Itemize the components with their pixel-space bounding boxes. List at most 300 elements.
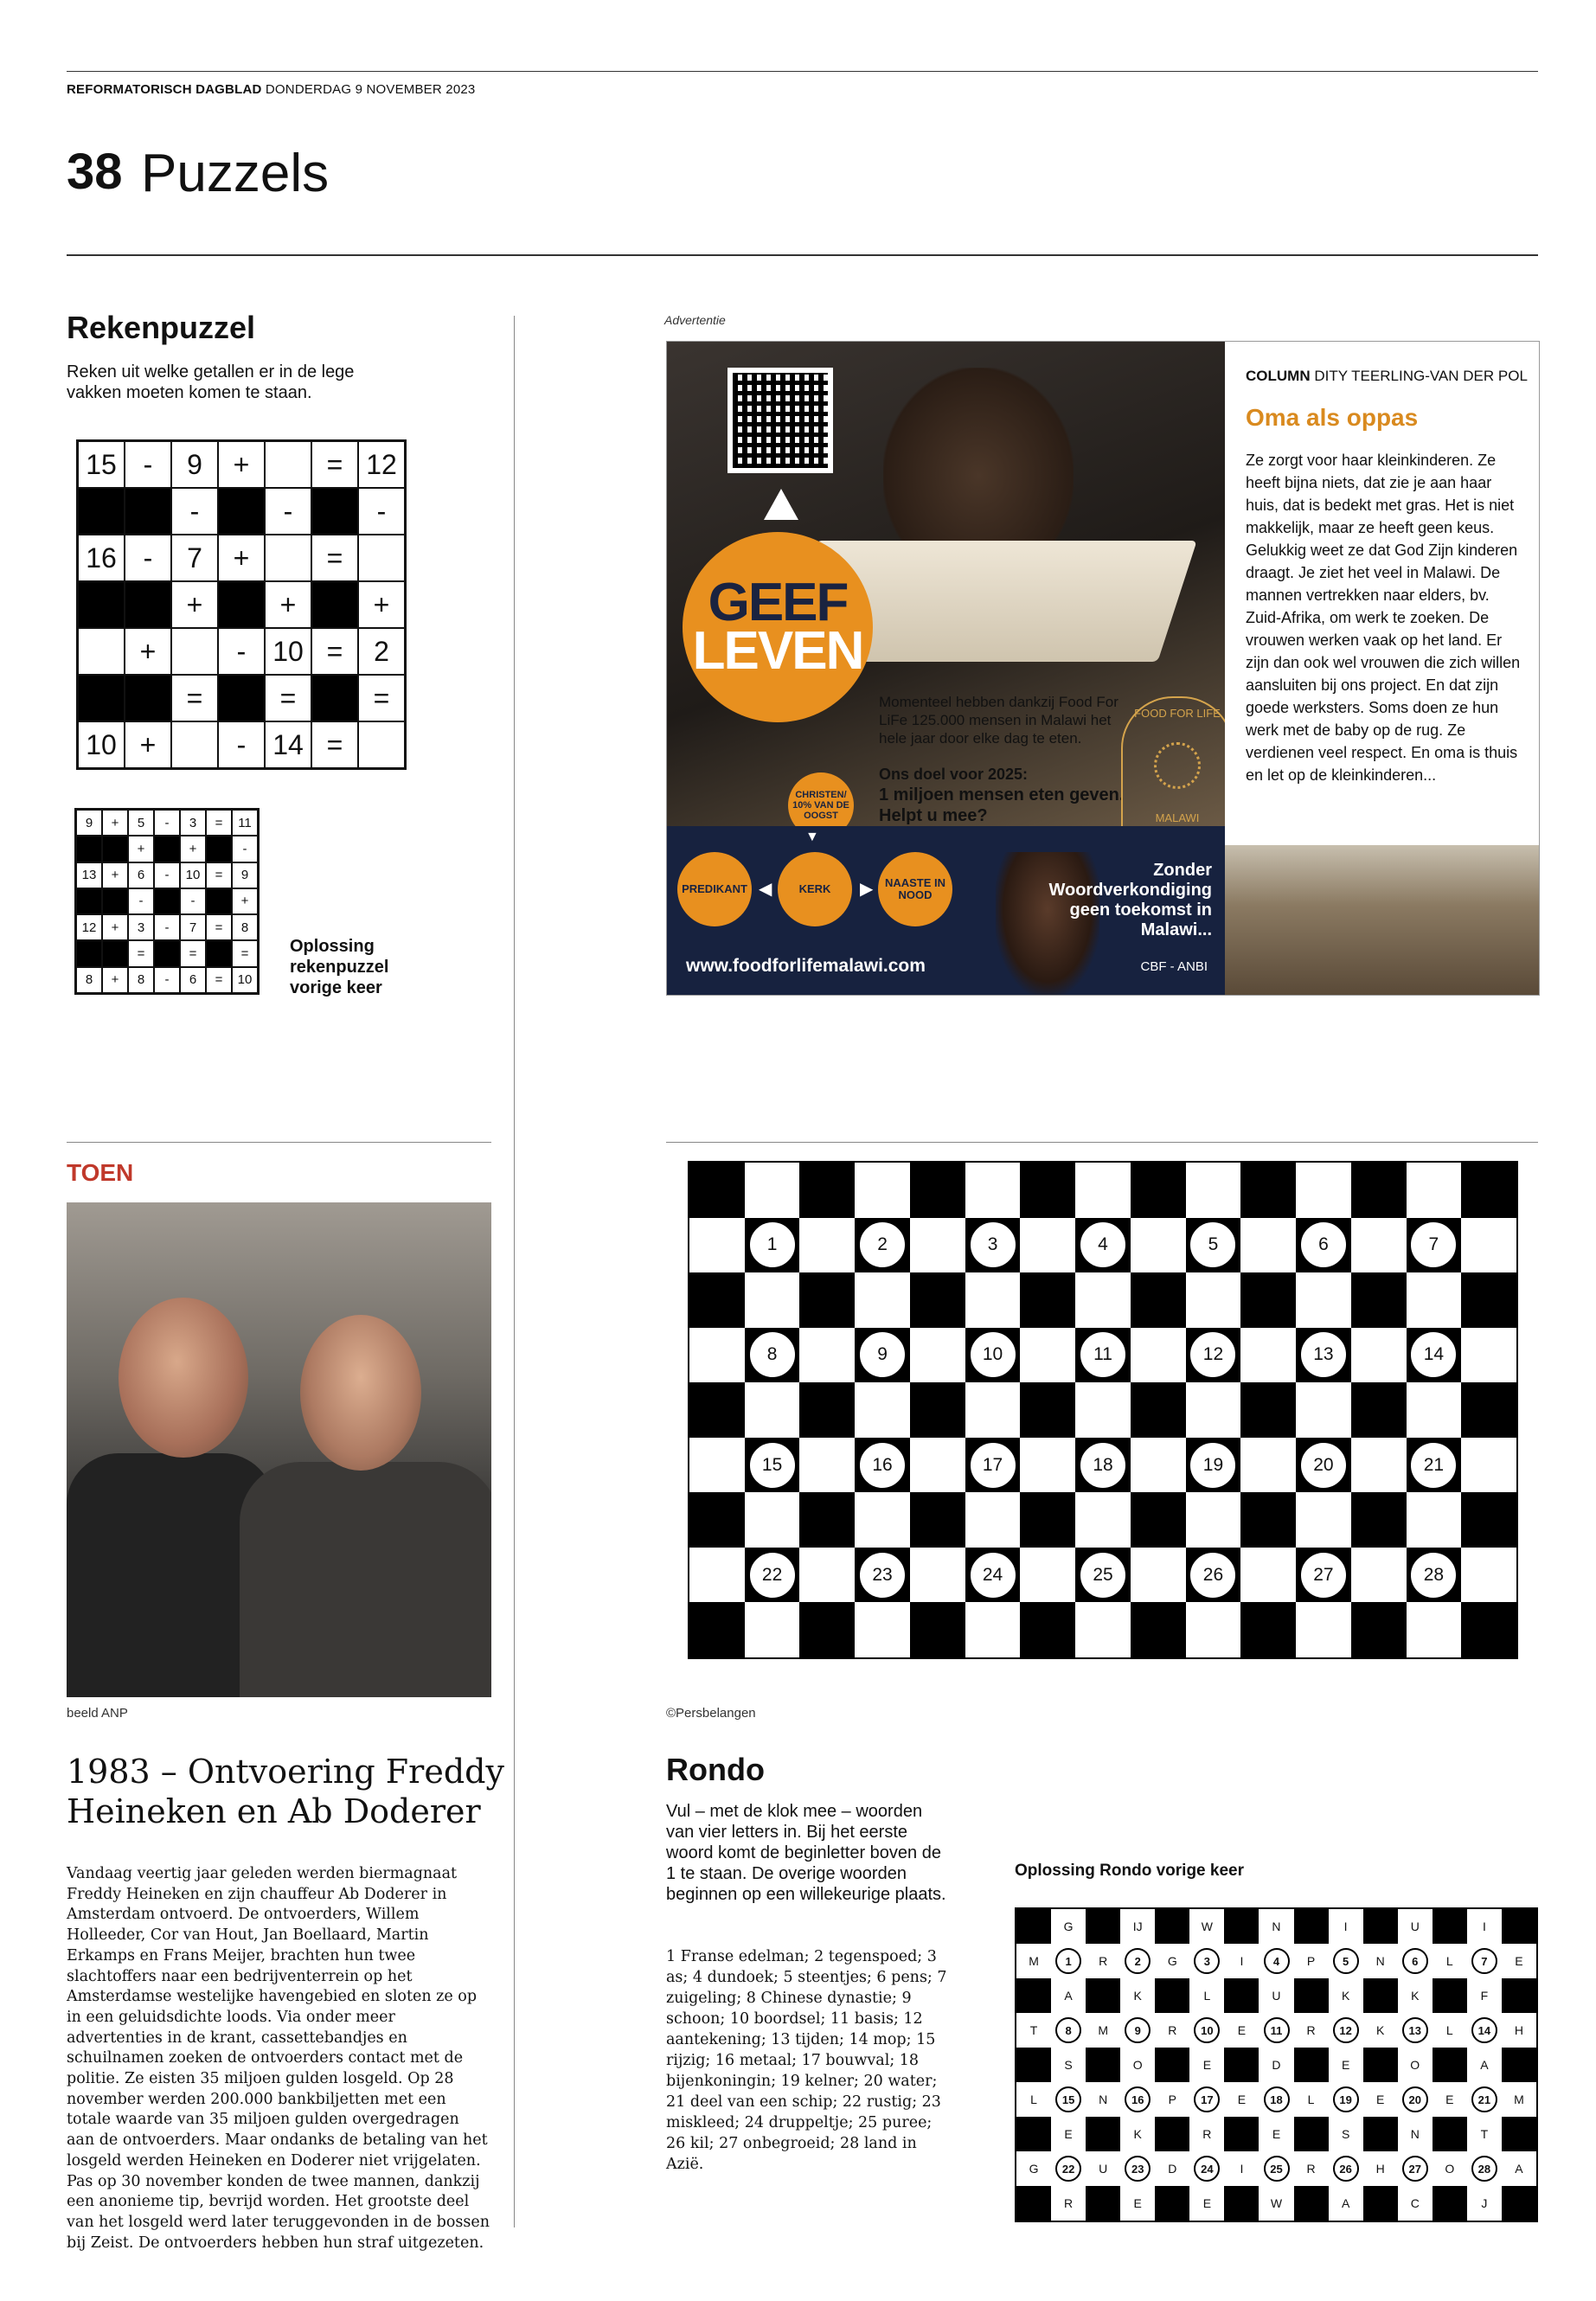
- letter-cell[interactable]: [1020, 1328, 1075, 1383]
- black-cell: [1363, 2048, 1398, 2082]
- rekenpuzzel-intro: Reken uit welke getallen er in de lege vakken moeten komen te staan.: [67, 362, 355, 402]
- letter-cell[interactable]: [689, 1328, 745, 1383]
- letter-cell[interactable]: [855, 1163, 910, 1218]
- letter-cell[interactable]: [1131, 1548, 1186, 1603]
- empty-cell[interactable]: [265, 535, 311, 581]
- black-cell: [1433, 2117, 1467, 2151]
- letter-cell: R: [1306, 2023, 1316, 2037]
- black-cell: [78, 488, 125, 535]
- grid-cell: 8: [128, 967, 154, 993]
- letter-cell[interactable]: [745, 1163, 800, 1218]
- letter-cell: N: [1272, 1920, 1281, 1933]
- black-cell: [1433, 1978, 1467, 2013]
- rondo-solution-number: 11: [1264, 2017, 1290, 2043]
- grid-cell: =: [232, 940, 258, 966]
- grid-cell: -: [232, 836, 258, 862]
- letter-cell[interactable]: [799, 1218, 855, 1273]
- grid-cell: +: [125, 628, 171, 675]
- column-divider: [514, 316, 515, 2227]
- rondo-number: 9: [858, 1330, 907, 1379]
- black-cell: [1131, 1272, 1186, 1328]
- letter-cell: U: [1410, 1920, 1420, 1933]
- letter-cell[interactable]: [689, 1438, 745, 1493]
- letter-cell[interactable]: [1351, 1218, 1407, 1273]
- letter-cell: K: [1133, 2127, 1142, 2141]
- grid-cell: +: [102, 914, 128, 940]
- black-cell: [154, 836, 180, 862]
- rekenpuzzel-title: Rekenpuzzel: [67, 310, 256, 345]
- rondo-number: 8: [748, 1330, 797, 1379]
- rondo-number: 3: [969, 1221, 1017, 1269]
- letter-cell: N: [1375, 1954, 1385, 1968]
- letter-cell: D: [1272, 2058, 1281, 2072]
- letter-cell[interactable]: [1020, 1218, 1075, 1273]
- black-cell: [1155, 2186, 1189, 2221]
- letter-cell[interactable]: [1075, 1163, 1131, 1218]
- letter-cell[interactable]: [1020, 1548, 1075, 1603]
- letter-cell[interactable]: [1075, 1382, 1131, 1438]
- rondo-solution-grid: [1015, 1907, 1538, 2222]
- rondo-solution-number: 9: [1125, 2017, 1151, 2043]
- letter-cell: U: [1272, 1989, 1281, 2003]
- letter-cell[interactable]: [1296, 1272, 1351, 1328]
- black-cell: [1502, 2048, 1536, 2082]
- rondo-solution-number: 3: [1194, 1948, 1220, 1974]
- letter-cell: E: [1341, 2058, 1350, 2072]
- rondo-number: 11: [1079, 1330, 1127, 1379]
- masthead: [67, 82, 475, 97]
- qr-code-icon[interactable]: [727, 368, 833, 473]
- grid-cell: 6: [128, 862, 154, 888]
- black-cell: [799, 1163, 855, 1218]
- rondo-solution-number: 18: [1264, 2086, 1290, 2112]
- black-cell: [1240, 1602, 1296, 1657]
- rondo-solution-number: 5: [1333, 1948, 1359, 1974]
- grid-cell: 12: [358, 441, 405, 488]
- black-cell: [1086, 1909, 1120, 1944]
- letter-cell: K: [1341, 1989, 1350, 2003]
- black-cell: [1433, 2048, 1467, 2082]
- header-rule: [67, 254, 1538, 256]
- black-cell: [311, 675, 358, 721]
- rondo-solution-label: Oplossing Rondo vorige keer: [1015, 1862, 1244, 1880]
- black-cell: [1155, 2048, 1189, 2082]
- black-cell: [1131, 1382, 1186, 1438]
- grid-cell: 9: [171, 441, 218, 488]
- letter-cell: L: [1030, 2093, 1037, 2106]
- grid-cell: -: [265, 488, 311, 535]
- letter-cell[interactable]: [745, 1602, 800, 1657]
- black-cell: [1502, 2117, 1536, 2151]
- letter-cell[interactable]: [965, 1272, 1021, 1328]
- rekenpuzzel-grid: [76, 439, 407, 770]
- grid-cell: -: [154, 967, 180, 993]
- letter-cell: R: [1099, 1954, 1108, 1968]
- letter-cell: L: [1445, 1954, 1453, 1968]
- letter-cell[interactable]: [965, 1492, 1021, 1548]
- letter-cell: S: [1064, 2058, 1073, 2072]
- black-cell: [125, 488, 171, 535]
- rekenpuzzel-solution-grid: [74, 808, 260, 995]
- black-cell: [76, 940, 102, 966]
- black-cell: [1502, 1909, 1536, 1944]
- black-cell: [154, 888, 180, 914]
- geef-leven-badge: [683, 532, 873, 722]
- grid-cell: +: [125, 721, 171, 768]
- letter-cell[interactable]: [1186, 1272, 1241, 1328]
- letter-cell[interactable]: [1351, 1548, 1407, 1603]
- letter-cell[interactable]: [1351, 1438, 1407, 1493]
- letter-cell[interactable]: [1296, 1163, 1351, 1218]
- christen-badge: CHRISTEN/ 10% VAN DE OOGST: [788, 772, 854, 838]
- black-cell: [125, 581, 171, 628]
- letter-cell: E: [1064, 2127, 1073, 2141]
- black-cell: [1351, 1163, 1407, 1218]
- rondo-number: 22: [748, 1551, 797, 1599]
- grid-cell: +: [265, 581, 311, 628]
- grid-cell: +: [102, 862, 128, 888]
- letter-cell[interactable]: [1407, 1492, 1462, 1548]
- grid-cell: 7: [180, 914, 206, 940]
- letter-cell[interactable]: [1075, 1272, 1131, 1328]
- letter-cell[interactable]: [1296, 1382, 1351, 1438]
- grid-cell: 9: [76, 810, 102, 836]
- letter-cell[interactable]: [745, 1272, 800, 1328]
- empty-cell[interactable]: [78, 628, 125, 675]
- letter-cell: O: [1132, 2058, 1143, 2072]
- letter-cell: E: [1272, 2127, 1281, 2141]
- black-cell: [1131, 1492, 1186, 1548]
- toen-label: TOEN: [67, 1159, 134, 1186]
- rondo-number: 24: [969, 1551, 1017, 1599]
- black-cell: [1020, 1602, 1075, 1657]
- grid-cell: -: [125, 535, 171, 581]
- letter-cell[interactable]: [1186, 1382, 1241, 1438]
- letter-cell[interactable]: [1075, 1602, 1131, 1657]
- letter-cell: E: [1376, 2093, 1385, 2106]
- grid-cell: =: [311, 628, 358, 675]
- rondo-number: 17: [969, 1441, 1017, 1490]
- rondo-solution-number: 25: [1264, 2156, 1290, 2182]
- letter-cell: E: [1202, 2058, 1212, 2072]
- letter-cell[interactable]: [965, 1163, 1021, 1218]
- letter-cell[interactable]: [910, 1218, 965, 1273]
- sun-icon: [1154, 742, 1201, 789]
- rondo-number: 14: [1409, 1330, 1458, 1379]
- letter-cell[interactable]: [745, 1382, 800, 1438]
- letter-cell: G: [1063, 1920, 1074, 1933]
- letter-cell: N: [1099, 2093, 1108, 2106]
- letter-cell[interactable]: [1186, 1602, 1241, 1657]
- empty-cell[interactable]: [171, 721, 218, 768]
- letter-cell[interactable]: [689, 1548, 745, 1603]
- letter-cell: R: [1202, 2127, 1212, 2141]
- black-cell: [1016, 1978, 1051, 2013]
- empty-cell[interactable]: [171, 628, 218, 675]
- rondo-solution-number: 20: [1402, 2086, 1428, 2112]
- letter-cell: A: [1341, 2196, 1350, 2210]
- letter-cell: W: [1201, 1920, 1213, 1933]
- grid-cell: =: [180, 940, 206, 966]
- letter-cell: K: [1411, 1989, 1420, 2003]
- rondo-solution-number: 17: [1194, 2086, 1220, 2112]
- black-cell: [1502, 2186, 1536, 2221]
- grid-cell: +: [128, 836, 154, 862]
- grid-cell: +: [218, 441, 265, 488]
- letter-cell: M: [1098, 2023, 1108, 2037]
- letter-cell[interactable]: [799, 1548, 855, 1603]
- grid-cell: 16: [78, 535, 125, 581]
- black-cell: [1294, 1978, 1329, 2013]
- black-cell: [1461, 1272, 1516, 1328]
- letter-cell[interactable]: [1296, 1602, 1351, 1657]
- rondo-number: 15: [748, 1441, 797, 1490]
- rondo-solution-number: 28: [1471, 2156, 1497, 2182]
- grid-cell: +: [232, 888, 258, 914]
- letter-cell[interactable]: [1407, 1382, 1462, 1438]
- toen-photo: [67, 1202, 491, 1697]
- letter-cell[interactable]: [1131, 1218, 1186, 1273]
- black-cell: [76, 836, 102, 862]
- advert-goal: Ons doel voor 2025: 1 miljoen mensen eten geven. Helpt u mee?: [879, 766, 1125, 825]
- masthead-date: DONDERDAG 9 NOVEMBER 2023: [265, 82, 476, 97]
- advert-url[interactable]: www.foodforlifemalawi.com: [686, 956, 926, 976]
- grid-cell: =: [358, 675, 405, 721]
- black-cell: [910, 1492, 965, 1548]
- letter-cell[interactable]: [745, 1492, 800, 1548]
- letter-cell[interactable]: [855, 1382, 910, 1438]
- grid-cell: =: [311, 535, 358, 581]
- letter-cell: G: [1167, 1954, 1177, 1968]
- rondo-solution-number: 27: [1402, 2156, 1428, 2182]
- black-cell: [102, 888, 128, 914]
- letter-cell: O: [1445, 2162, 1455, 2176]
- letter-cell[interactable]: [1461, 1328, 1516, 1383]
- rondo-number: 12: [1189, 1330, 1237, 1379]
- grid-cell: -: [218, 628, 265, 675]
- black-cell: [1020, 1272, 1075, 1328]
- rondo-solution-number: 10: [1194, 2017, 1220, 2043]
- rondo-number: 4: [1079, 1221, 1127, 1269]
- grid-cell: +: [180, 836, 206, 862]
- letter-cell[interactable]: [1240, 1218, 1296, 1273]
- letter-cell: W: [1270, 2196, 1283, 2210]
- rondo-clues: 1 Franse edelman; 2 tegenspoed; 3 as; 4 dundoek; 5 steentjes; 6 pens; 7 zuigeling; 8 Chinese dynastie; 9 schoon; 10 boordsel; 11 basis; 12 aantekening; 13 tijden; 14 mop; 15 rijzig; 16 metaal; 17 bouwval; 18 bijenkoningin; 19 kelner; 20 water; 21 deel van een schip; 22 rustig; 23 miskleed; 24 druppeltje; 25 puree; 26 kil; 27 onbegroeid; 28 land in Azië.: [666, 1948, 947, 2173]
- letter-cell: I: [1240, 2162, 1244, 2176]
- letter-cell[interactable]: [1240, 1438, 1296, 1493]
- letter-cell[interactable]: [799, 1328, 855, 1383]
- empty-cell[interactable]: [265, 441, 311, 488]
- grid-cell: =: [128, 940, 154, 966]
- food-for-life-logo: FOOD FOR LIFE MALAWI: [1121, 696, 1234, 835]
- grid-cell: 10: [180, 862, 206, 888]
- letter-cell: L: [1445, 2023, 1453, 2037]
- letter-cell: M: [1514, 2093, 1524, 2106]
- advertisement[interactable]: [666, 341, 1540, 996]
- black-cell: [689, 1272, 745, 1328]
- letter-cell[interactable]: [1186, 1163, 1241, 1218]
- black-cell: [1155, 1909, 1189, 1944]
- kerk-badge: KERK: [778, 852, 852, 926]
- letter-cell[interactable]: [910, 1438, 965, 1493]
- black-cell: [799, 1602, 855, 1657]
- grid-cell: -: [358, 488, 405, 535]
- black-cell: [1351, 1602, 1407, 1657]
- black-cell: [1461, 1602, 1516, 1657]
- rondo-number: 16: [858, 1441, 907, 1490]
- rondo-rule: [666, 1142, 1538, 1143]
- grid-cell: =: [311, 721, 358, 768]
- grid-cell: =: [206, 914, 232, 940]
- letter-cell: D: [1168, 2162, 1177, 2176]
- letter-cell[interactable]: [855, 1272, 910, 1328]
- advert-column: [1225, 342, 1538, 845]
- black-cell: [1351, 1272, 1407, 1328]
- letter-cell: A: [1515, 2162, 1523, 2176]
- black-cell: [1461, 1382, 1516, 1438]
- black-cell: [799, 1492, 855, 1548]
- letter-cell: E: [1202, 2196, 1212, 2210]
- black-cell: [102, 836, 128, 862]
- letter-cell: H: [1375, 2162, 1385, 2176]
- black-cell: [1016, 2186, 1051, 2221]
- advert-anbi: CBF - ANBI: [1140, 959, 1208, 974]
- letter-cell: I: [1343, 1920, 1348, 1933]
- letter-cell[interactable]: [965, 1382, 1021, 1438]
- letter-cell: J: [1481, 2196, 1488, 2210]
- black-cell: [1224, 2117, 1259, 2151]
- letter-cell[interactable]: [855, 1602, 910, 1657]
- letter-cell[interactable]: [1186, 1492, 1241, 1548]
- rondo-number: 19: [1189, 1441, 1237, 1490]
- letter-cell[interactable]: [855, 1492, 910, 1548]
- letter-cell[interactable]: [910, 1548, 965, 1603]
- letter-cell[interactable]: [1296, 1492, 1351, 1548]
- grid-cell: +: [102, 967, 128, 993]
- grid-cell: -: [171, 488, 218, 535]
- black-cell: [1224, 1909, 1259, 1944]
- black-cell: [206, 940, 232, 966]
- letter-cell[interactable]: [799, 1438, 855, 1493]
- letter-cell: R: [1064, 2196, 1074, 2210]
- page-number: 38: [67, 144, 123, 200]
- black-cell: [1363, 2117, 1398, 2151]
- letter-cell: IJ: [1132, 1920, 1143, 1933]
- rondo-solution-number: 1: [1055, 1948, 1081, 1974]
- black-cell: [206, 836, 232, 862]
- black-cell: [1155, 1978, 1189, 2013]
- letter-cell[interactable]: [1131, 1438, 1186, 1493]
- letter-cell: G: [1029, 2162, 1039, 2176]
- rondo-number: 7: [1409, 1221, 1458, 1269]
- empty-cell[interactable]: [358, 721, 405, 768]
- advert-photo-village: [1225, 845, 1539, 995]
- black-cell: [78, 581, 125, 628]
- grid-cell: 10: [265, 628, 311, 675]
- letter-cell: I: [1240, 1954, 1244, 1968]
- black-cell: [910, 1602, 965, 1657]
- letter-cell[interactable]: [1407, 1272, 1462, 1328]
- black-cell: [76, 888, 102, 914]
- black-cell: [1086, 2117, 1120, 2151]
- letter-cell[interactable]: [1240, 1328, 1296, 1383]
- grid-cell: 3: [180, 810, 206, 836]
- black-cell: [1294, 1909, 1329, 1944]
- rondo-number: 21: [1409, 1441, 1458, 1490]
- rondo-number: 1: [748, 1221, 797, 1269]
- rondo-number: 26: [1189, 1551, 1237, 1599]
- black-cell: [206, 888, 232, 914]
- black-cell: [311, 581, 358, 628]
- arrow-up-icon: [764, 489, 798, 520]
- letter-cell[interactable]: [1407, 1602, 1462, 1657]
- rondo-number: 13: [1299, 1330, 1348, 1379]
- letter-cell[interactable]: [1020, 1438, 1075, 1493]
- letter-cell[interactable]: [1461, 1438, 1516, 1493]
- letter-cell[interactable]: [1461, 1218, 1516, 1273]
- rondo-solution-number: 15: [1055, 2086, 1081, 2112]
- letter-cell: T: [1480, 2127, 1489, 2141]
- letter-cell: L: [1203, 1989, 1211, 2003]
- advert-bottom-bar: [667, 826, 1225, 995]
- naaste-badge: NAASTE IN NOOD: [878, 852, 952, 926]
- rondo-number: 10: [969, 1330, 1017, 1379]
- grid-cell: =: [206, 862, 232, 888]
- grid-cell: 8: [76, 967, 102, 993]
- letter-cell[interactable]: [1075, 1492, 1131, 1548]
- masthead-paper: REFORMATORISCH DAGBLAD: [67, 82, 262, 97]
- letter-cell: I: [1482, 1920, 1486, 1933]
- rondo-number: 20: [1299, 1441, 1348, 1490]
- grid-cell: 11: [232, 810, 258, 836]
- letter-cell[interactable]: [1407, 1163, 1462, 1218]
- letter-cell[interactable]: [689, 1218, 745, 1273]
- letter-cell: E: [1237, 2023, 1247, 2037]
- black-cell: [78, 675, 125, 721]
- rondo-number: 6: [1299, 1221, 1348, 1269]
- geef-text: GEEF: [708, 573, 848, 633]
- letter-cell[interactable]: [1240, 1548, 1296, 1603]
- letter-cell[interactable]: [1131, 1328, 1186, 1383]
- advert-label: Advertentie: [664, 313, 726, 327]
- black-cell: [1363, 1978, 1398, 2013]
- black-cell: [1155, 2117, 1189, 2151]
- letter-cell[interactable]: [1351, 1328, 1407, 1383]
- black-cell: [218, 488, 265, 535]
- black-cell: [1294, 2186, 1329, 2221]
- letter-cell[interactable]: [965, 1602, 1021, 1657]
- letter-cell: U: [1099, 2162, 1108, 2176]
- rekenpuzzel-solution-label: Oplossing rekenpuzzel vorige keer: [290, 937, 389, 997]
- rondo-number: 28: [1409, 1551, 1458, 1599]
- toen-caption: beeld ANP: [67, 1706, 128, 1721]
- grid-cell: -: [125, 441, 171, 488]
- letter-cell: S: [1341, 2127, 1350, 2141]
- grid-cell: -: [154, 810, 180, 836]
- black-cell: [1131, 1602, 1186, 1657]
- page-section: Puzzels: [141, 144, 330, 203]
- black-cell: [1502, 1978, 1536, 2013]
- black-cell: [1294, 2117, 1329, 2151]
- letter-cell[interactable]: [910, 1328, 965, 1383]
- grid-cell: -: [154, 862, 180, 888]
- black-cell: [689, 1163, 745, 1218]
- black-cell: [1016, 2117, 1051, 2151]
- empty-cell[interactable]: [358, 535, 405, 581]
- letter-cell: A: [1064, 1989, 1073, 2003]
- grid-cell: 9: [232, 862, 258, 888]
- letter-cell[interactable]: [1461, 1548, 1516, 1603]
